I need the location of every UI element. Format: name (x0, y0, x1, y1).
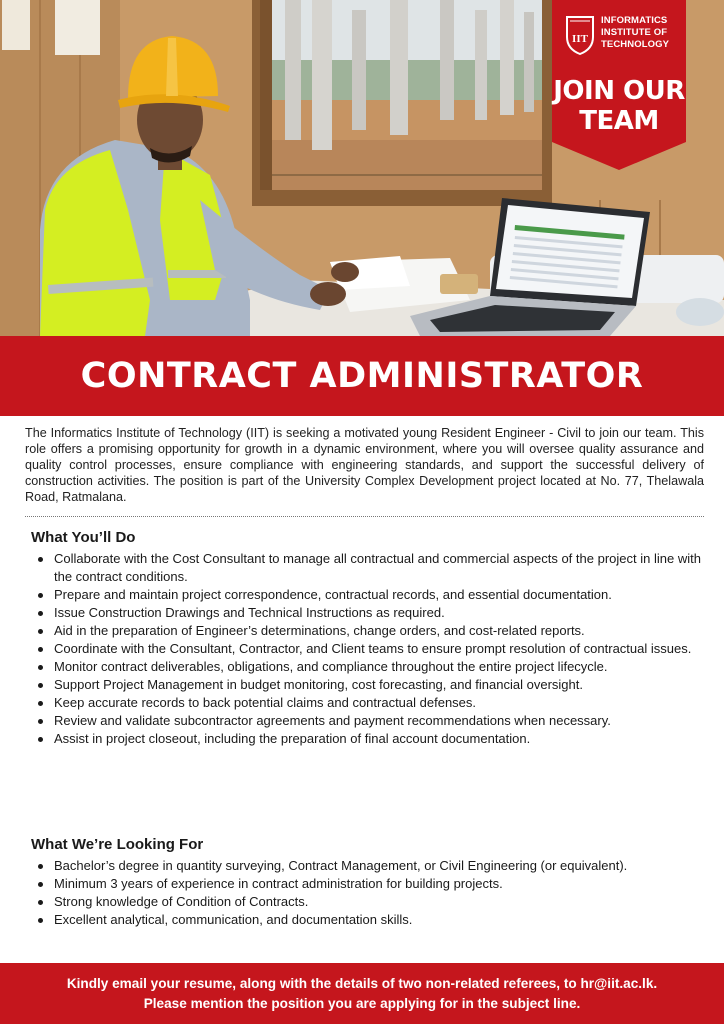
bullet-icon (38, 647, 43, 652)
dotted-divider (25, 516, 704, 517)
list-item: Bachelor’s degree in quantity surveying, Contract Management, or Civil Engineering (or equivalent). (31, 857, 701, 875)
list-item: Strong knowledge of Condition of Contracts. (31, 893, 701, 911)
list-item: Prepare and maintain project correspondence, contractual records, and essential documentation. (31, 586, 701, 604)
brand-badge (552, 0, 686, 170)
list-item: Excellent analytical, communication, and documentation skills. (31, 911, 701, 929)
hero-photo (0, 0, 724, 336)
list-item: Collaborate with the Cost Consultant to manage all contractual and commercial aspects of the project in line with the contract conditions. (31, 550, 701, 586)
list-item: Keep accurate records to back potential claims and contractual defenses. (31, 694, 701, 712)
svg-text:IIT: IIT (572, 33, 588, 45)
bullet-icon (38, 557, 43, 562)
list-item: Aid in the preparation of Engineer’s determinations, change orders, and cost-related reports. (31, 622, 701, 640)
job-title: CONTRACT ADMINISTRATOR (80, 356, 644, 396)
list-item: Coordinate with the Consultant, Contractor, and Client teams to ensure prompt resolution of contractual issues. (31, 640, 701, 658)
bullet-icon (38, 737, 43, 742)
requirements-list (31, 857, 701, 929)
iit-logo (565, 15, 595, 55)
bullet-icon (38, 882, 43, 887)
join-our-team-cta: JOIN OUR TEAM (553, 76, 685, 136)
list-item: Review and validate subcontractor agreements and payment recommendations when necessary. (31, 712, 701, 730)
list-item: Assist in project closeout, including the preparation of final account documentation. (31, 730, 701, 748)
bullet-icon (38, 719, 43, 724)
list-item: Issue Construction Drawings and Technical Instructions as required. (31, 604, 701, 622)
bullet-icon (38, 593, 43, 598)
responsibilities-section (31, 529, 701, 748)
list-item: Monitor contract deliverables, obligations, and compliance throughout the entire project lifecycle. (31, 658, 701, 676)
responsibilities-heading: What You’ll Do (31, 529, 136, 546)
responsibilities-list (31, 550, 701, 748)
list-item: Support Project Management in budget monitoring, cost forecasting, and financial oversight. (31, 676, 701, 694)
bullet-icon (38, 611, 43, 616)
bullet-icon (38, 629, 43, 634)
bullet-icon (38, 665, 43, 670)
footer-contact-band (0, 963, 724, 1024)
org-name: INFORMATICS INSTITUTE OF TECHNOLOGY (601, 15, 670, 50)
intro-paragraph: The Informatics Institute of Technology (IIT) is seeking a motivated young Resident Engineer - Civil to join our team. This role offers a promising opportunity for growth in a dynamic environment, where you will oversee quality assurance and quality control processes, ensure compliance with engineering standards, and support the successful delivery of construction activities. The position is part of the University Complex Development project located at No. 77, Thelawala Road, Ratmalana. (25, 426, 704, 504)
requirements-section (31, 836, 701, 929)
bullet-icon (38, 701, 43, 706)
bullet-icon (38, 918, 43, 923)
requirements-heading: What We’re Looking For (31, 836, 204, 853)
bullet-icon (38, 900, 43, 905)
bullet-icon (38, 683, 43, 688)
list-item: Minimum 3 years of experience in contract administration for building projects. (31, 875, 701, 893)
footer-email-line: Kindly email your resume, along with the details of two non-related referees, to hr@iit.ac.lk. (66, 975, 658, 991)
footer-subject-line: Please mention the position you are applying for in the subject line. (143, 995, 581, 1011)
bullet-icon (38, 864, 43, 869)
job-title-band (0, 336, 724, 416)
